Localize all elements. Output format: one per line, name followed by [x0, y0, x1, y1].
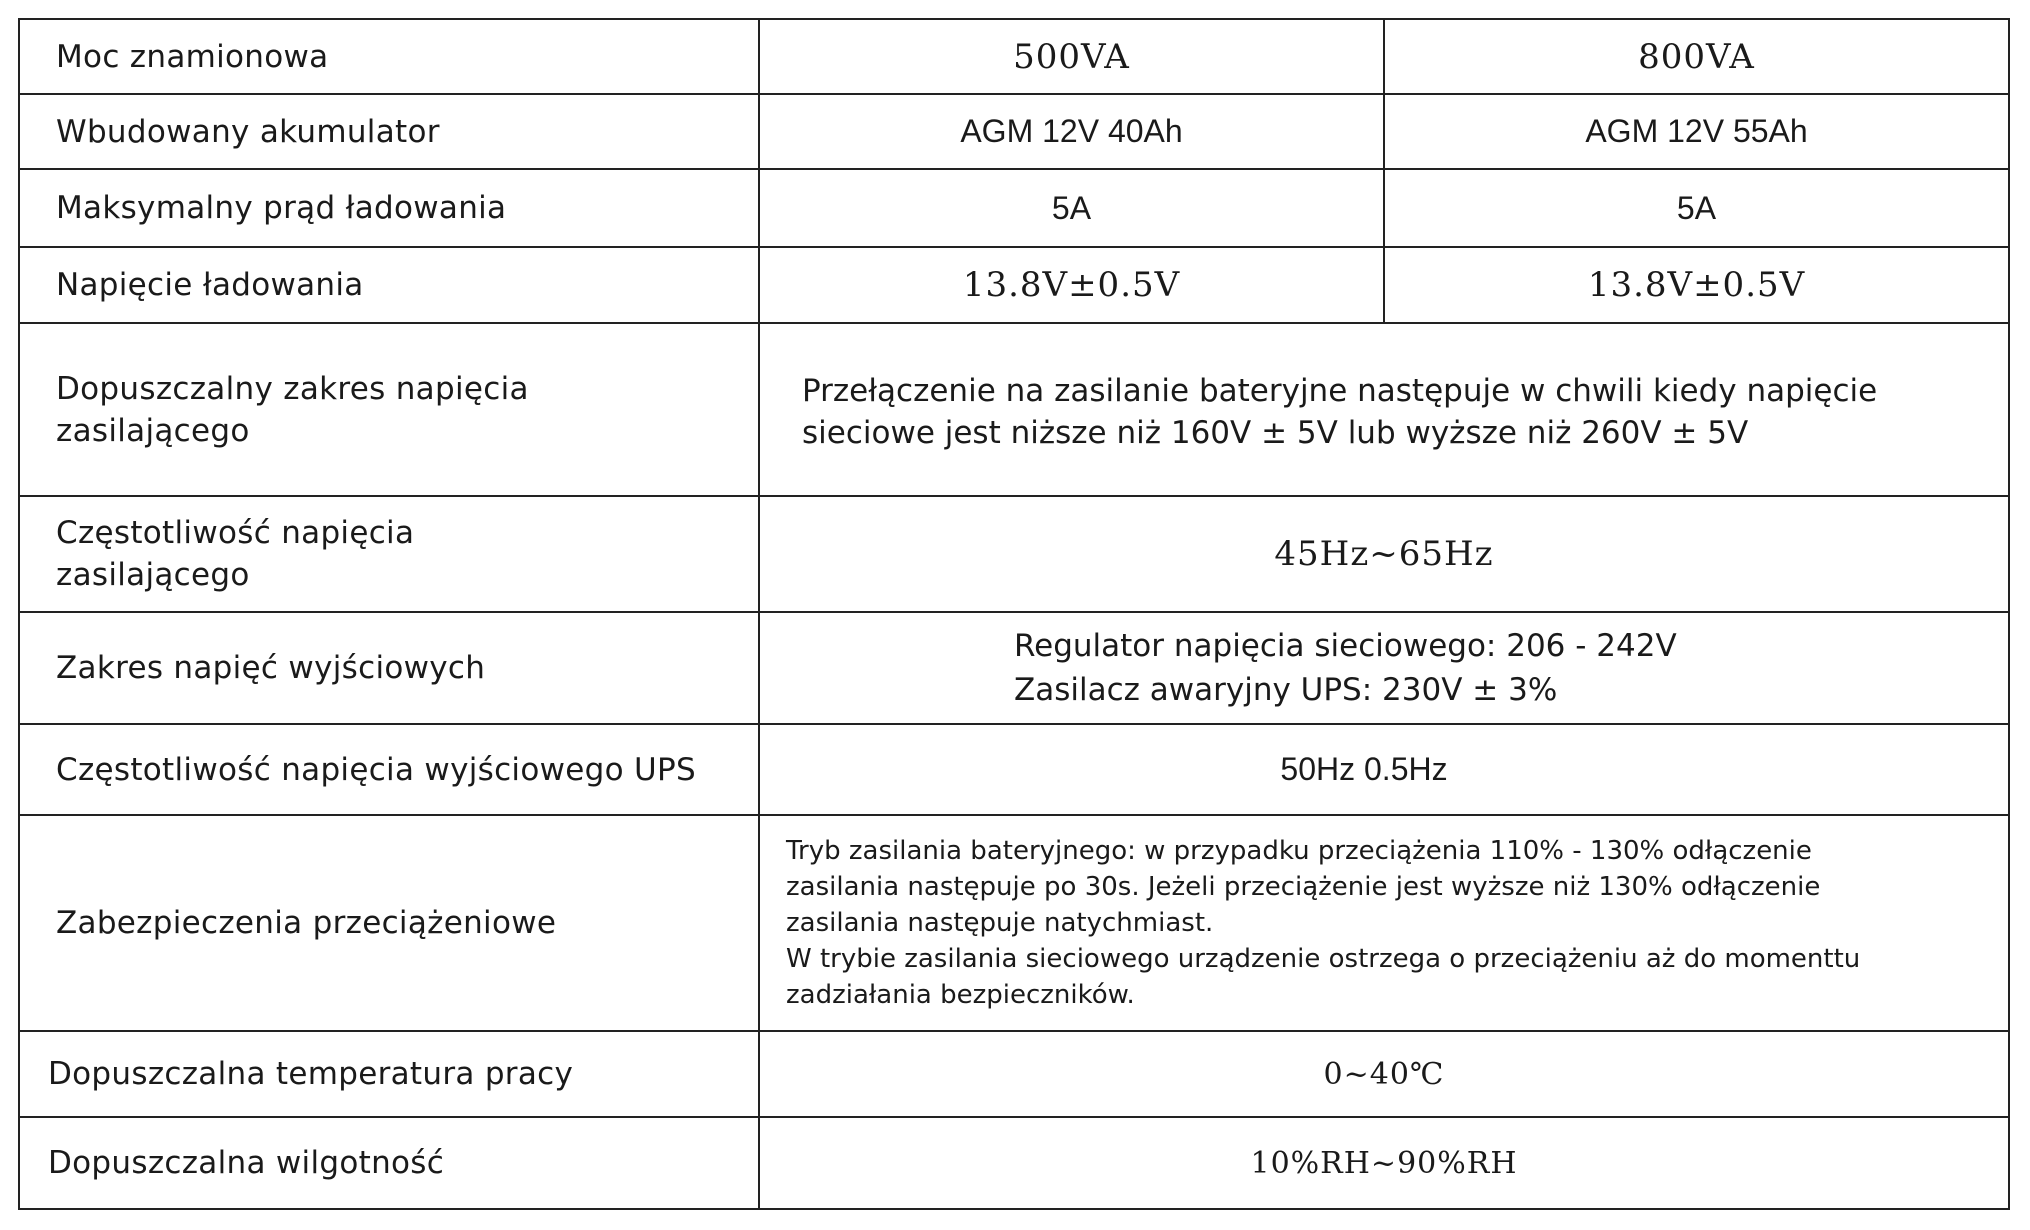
row-value: 45Hz~65Hz: [1274, 534, 1494, 574]
table-row: [20, 611, 2008, 723]
row-label: Zakres napięć wyjściowych: [20, 613, 760, 723]
row-label: Napięcie ładowania: [20, 248, 760, 322]
value-500va: 500VA: [1013, 36, 1130, 77]
row-label: Zabezpieczenia przeciążeniowe: [20, 816, 760, 1030]
row-label: Maksymalny prąd ładowania: [20, 170, 760, 246]
row-values: [760, 170, 2008, 246]
row-label: Wbudowany akumulator: [20, 95, 760, 168]
table-row: [20, 168, 2008, 246]
row-value: 50Hz 0.5Hz: [1280, 751, 1448, 787]
row-label: Dopuszczalna temperatura pracy: [20, 1032, 760, 1116]
spec-table: [18, 18, 2010, 1210]
table-row: [20, 723, 2008, 814]
row-value: 0~40℃: [1323, 1056, 1445, 1092]
value-800va: AGM 12V 55Ah: [1383, 95, 2008, 168]
table-row: [20, 814, 2008, 1030]
table-row: [20, 20, 2008, 93]
value-800va: 5A: [1383, 170, 2008, 246]
row-label: Dopuszczalny zakres napięcia zasilającego: [20, 324, 760, 495]
row-label: Częstotliwość napięcia wyjściowego UPS: [20, 725, 760, 814]
table-row: [20, 1030, 2008, 1116]
value-500va: 13.8V±0.5V: [962, 265, 1181, 305]
row-values: [760, 95, 2008, 168]
table-row: [20, 93, 2008, 168]
table-row: [20, 246, 2008, 322]
value-800va: 800VA: [1383, 20, 2008, 93]
row-value: Tryb zasilania bateryjnego: w przypadku przeciążenia 110% - 130% odłączenie zasilania następuje po 30s. Jeżeli przeciążenie jest wyższe niż 130% odłączenie zasilania następuje natychmiast. W trybie zasilania sieciowego urządzenie ostrzega o przeciążeniu aż do momenttu zadziałania bezpieczników.: [786, 836, 1861, 1010]
row-values: [760, 248, 2008, 322]
table-row: [20, 1116, 2008, 1208]
row-value: Przełączenie na zasilanie bateryjne następuje w chwili kiedy napięcie sieciowe jest niższe niż 160V ± 5V lub wyższe niż 260V ± 5V: [802, 373, 1878, 451]
row-value: 10%RH~90%RH: [1250, 1145, 1518, 1181]
row-value: Regulator napięcia sieciowego: 206 - 242V Zasilacz awaryjny UPS: 230V ± 3%: [1014, 628, 1677, 708]
table-row: [20, 495, 2008, 611]
value-500va: AGM 12V 40Ah: [960, 113, 1183, 149]
row-label: Moc znamionowa: [20, 20, 760, 93]
value-800va: 13.8V±0.5V: [1383, 248, 2008, 322]
row-label: Częstotliwość napięcia zasilającego: [20, 497, 760, 611]
row-values: [760, 20, 2008, 93]
table-row: [20, 322, 2008, 495]
row-label: Dopuszczalna wilgotność: [20, 1118, 760, 1208]
value-500va: 5A: [1051, 189, 1092, 226]
